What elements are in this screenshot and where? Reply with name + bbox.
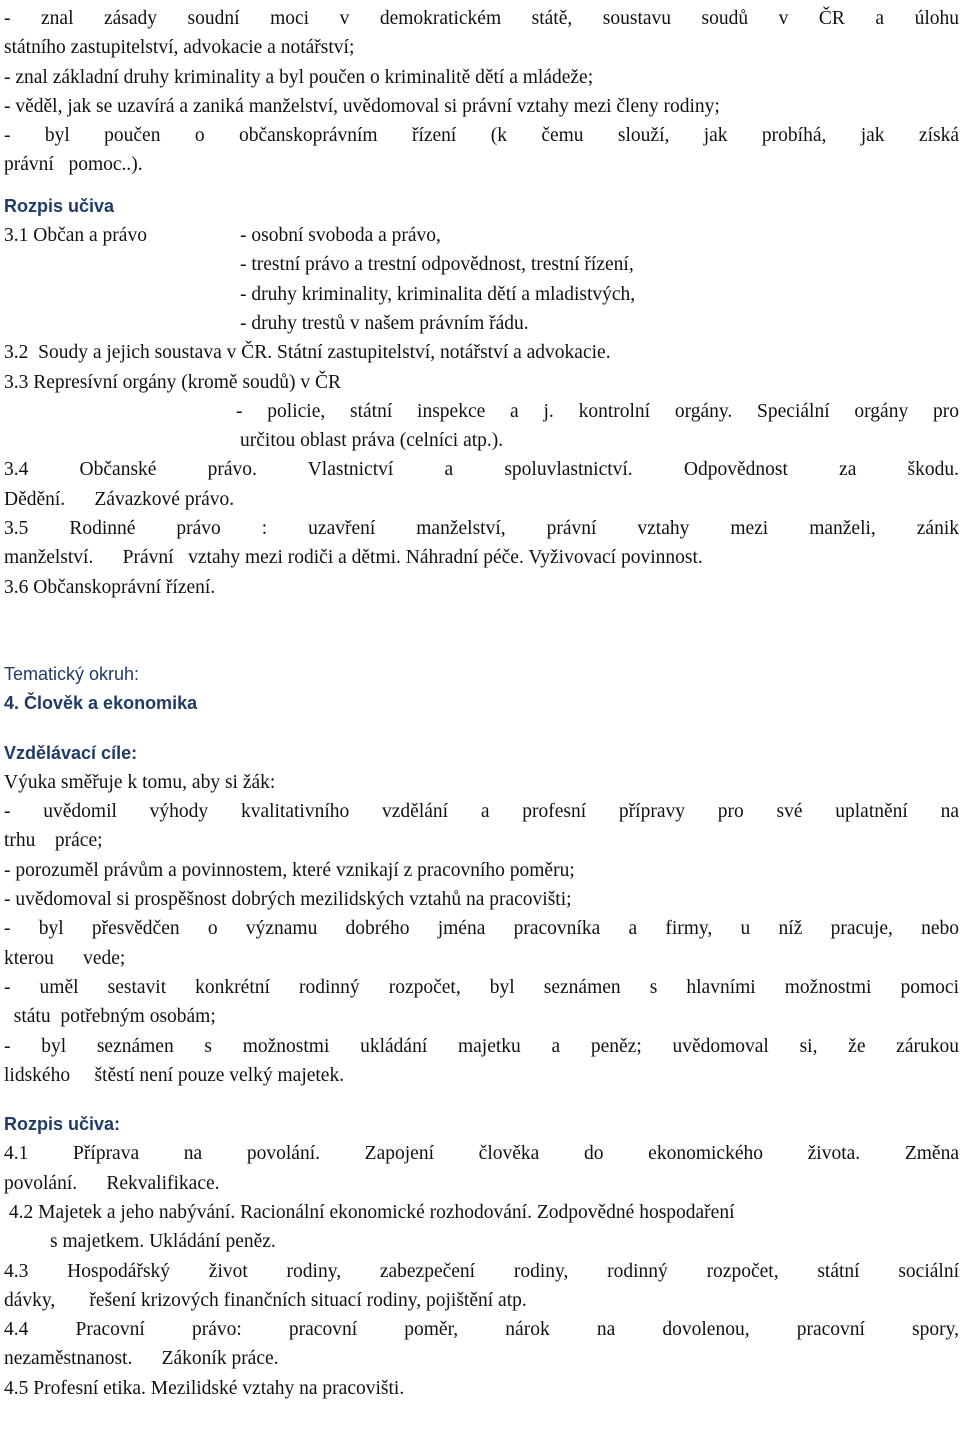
goal-line: - byl seznámen s možnostmi ukládání majetku a peněz; uvědomoval si, že zárukou	[4, 1035, 959, 1057]
item-3-3-line: určitou oblast práva (celníci atp.).	[240, 430, 504, 452]
item-3-1-point: - trestní právo a trestní odpovědnost, trestní řízení,	[240, 254, 634, 276]
syllabus-line: povolání. Rekvalifikace.	[4, 1172, 220, 1194]
item-3-3: 3.3 Represívní orgány (kromě soudů) v ČR	[4, 371, 342, 393]
spacer	[4, 602, 959, 660]
topic-title: 4. Člověk a ekonomika	[4, 693, 198, 714]
item-3-5-cont: manželství. Právní vztahy mezi rodiči a dětmi. Náhradní péče. Vyživovací povinnost.	[4, 547, 703, 569]
intro-line: státního zastupitelství, advokacie a notářství;	[4, 37, 355, 59]
syllabus-line: s majetkem. Ukládání peněz.	[50, 1231, 276, 1253]
syllabus-line: 4.4 Pracovní právo: pracovní poměr, nárok na dovolenou, pracovní spory,	[4, 1319, 959, 1341]
syllabus-line: 4.5 Profesní etika. Mezilidské vztahy na pracovišti.	[4, 1377, 405, 1399]
item-3-4-cont: Dědění. Závazkové právo.	[4, 488, 235, 510]
goal-line: - uměl sestavit konkrétní rodinný rozpočet, byl seznámen s hlavními možnostmi pomoci	[4, 976, 959, 998]
item-3-1-label: 3.1 Občan a právo	[4, 225, 147, 247]
syllabus-line: nezaměstnanost. Zákoník práce.	[4, 1348, 279, 1370]
item-3-1-point: - osobní svoboda a právo,	[240, 225, 441, 247]
intro-line: - znal zásady soudní moci v demokratickém státě, soustavu soudů v ČR a úlohu	[4, 8, 959, 29]
intro-line: - věděl, jak se uzavírá a zaniká manželství, uvědomoval si právní vztahy mezi členy rodiny;	[4, 95, 720, 117]
syllabus-line: dávky, řešení krizových finančních situací rodiny, pojištění atp.	[4, 1289, 527, 1311]
intro-line: - byl poučen o občanskoprávním řízení (k čemu slouží, jak probíhá, jak získá	[4, 125, 959, 147]
section3-heading: Rozpis učiva	[4, 195, 115, 216]
goal-line: trhu práce;	[4, 830, 103, 852]
goals-heading: Vzdělávací cíle:	[4, 742, 138, 763]
syllabus-line: 4.2 Majetek a jeho nabývání. Racionální ekonomické rozhodování. Zodpovědné hospodaření	[4, 1201, 735, 1223]
syllabus-heading: Rozpis učiva:	[4, 1114, 121, 1135]
goal-line: - uvědomoval si prospěšnost dobrých mezilidských vztahů na pracovišti;	[4, 889, 572, 911]
item-3-1-point: - druhy trestů v našem právním řádu.	[240, 312, 529, 334]
goal-line: státu potřebným osobám;	[4, 1006, 216, 1028]
item-3-4: 3.4 Občanské právo. Vlastnictví a spoluvlastnictví. Odpovědnost za škodu.	[4, 459, 959, 481]
syllabus-line: 4.3 Hospodářský život rodiny, zabezpečení rodiny, rodinný rozpočet, státní sociální	[4, 1260, 959, 1282]
item-3-2: 3.2 Soudy a jejich soustava v ČR. Státní zastupitelství, notářství a advokacie.	[4, 342, 611, 364]
document-page	[4, 4, 959, 1403]
intro-line: - znal základní druhy kriminality a byl poučen o kriminalitě dětí a mládeže;	[4, 66, 594, 88]
intro-line: právní pomoc..).	[4, 154, 143, 176]
goals-intro: Výuka směřuje k tomu, aby si žák:	[4, 771, 276, 793]
item-3-6: 3.6 Občanskoprávní řízení.	[4, 576, 216, 598]
spacer	[4, 719, 959, 739]
syllabus-line: 4.1 Příprava na povolání. Zapojení člověka do ekonomického života. Změna	[4, 1143, 959, 1165]
item-3-1-point: - druhy kriminality, kriminalita dětí a mladistvých,	[240, 283, 636, 305]
goal-line: kterou vede;	[4, 947, 126, 969]
item-3-1	[4, 221, 959, 250]
goal-line: - uvědomil výhody kvalitativního vzdělání a profesní přípravy pro své uplatnění na	[4, 801, 959, 823]
goal-line: - porozuměl právům a povinnostem, které vznikají z pracovního poměru;	[4, 859, 575, 881]
goal-line: lidského štěstí není pouze velký majetek.	[4, 1064, 345, 1086]
goal-line: - byl přesvědčen o významu dobrého jména pracovníka a firmy, u níž pracuje, nebo	[4, 918, 959, 940]
topic-heading: Tematický okruh:	[4, 663, 140, 684]
spacer	[4, 1090, 959, 1110]
item-3-5: 3.5 Rodinné právo : uzavření manželství, právní vztahy mezi manželi, zánik	[4, 518, 959, 540]
item-3-3-line: - policie, státní inspekce a j. kontrolní orgány. Speciální orgány pro	[236, 400, 959, 422]
spacer	[4, 180, 959, 192]
